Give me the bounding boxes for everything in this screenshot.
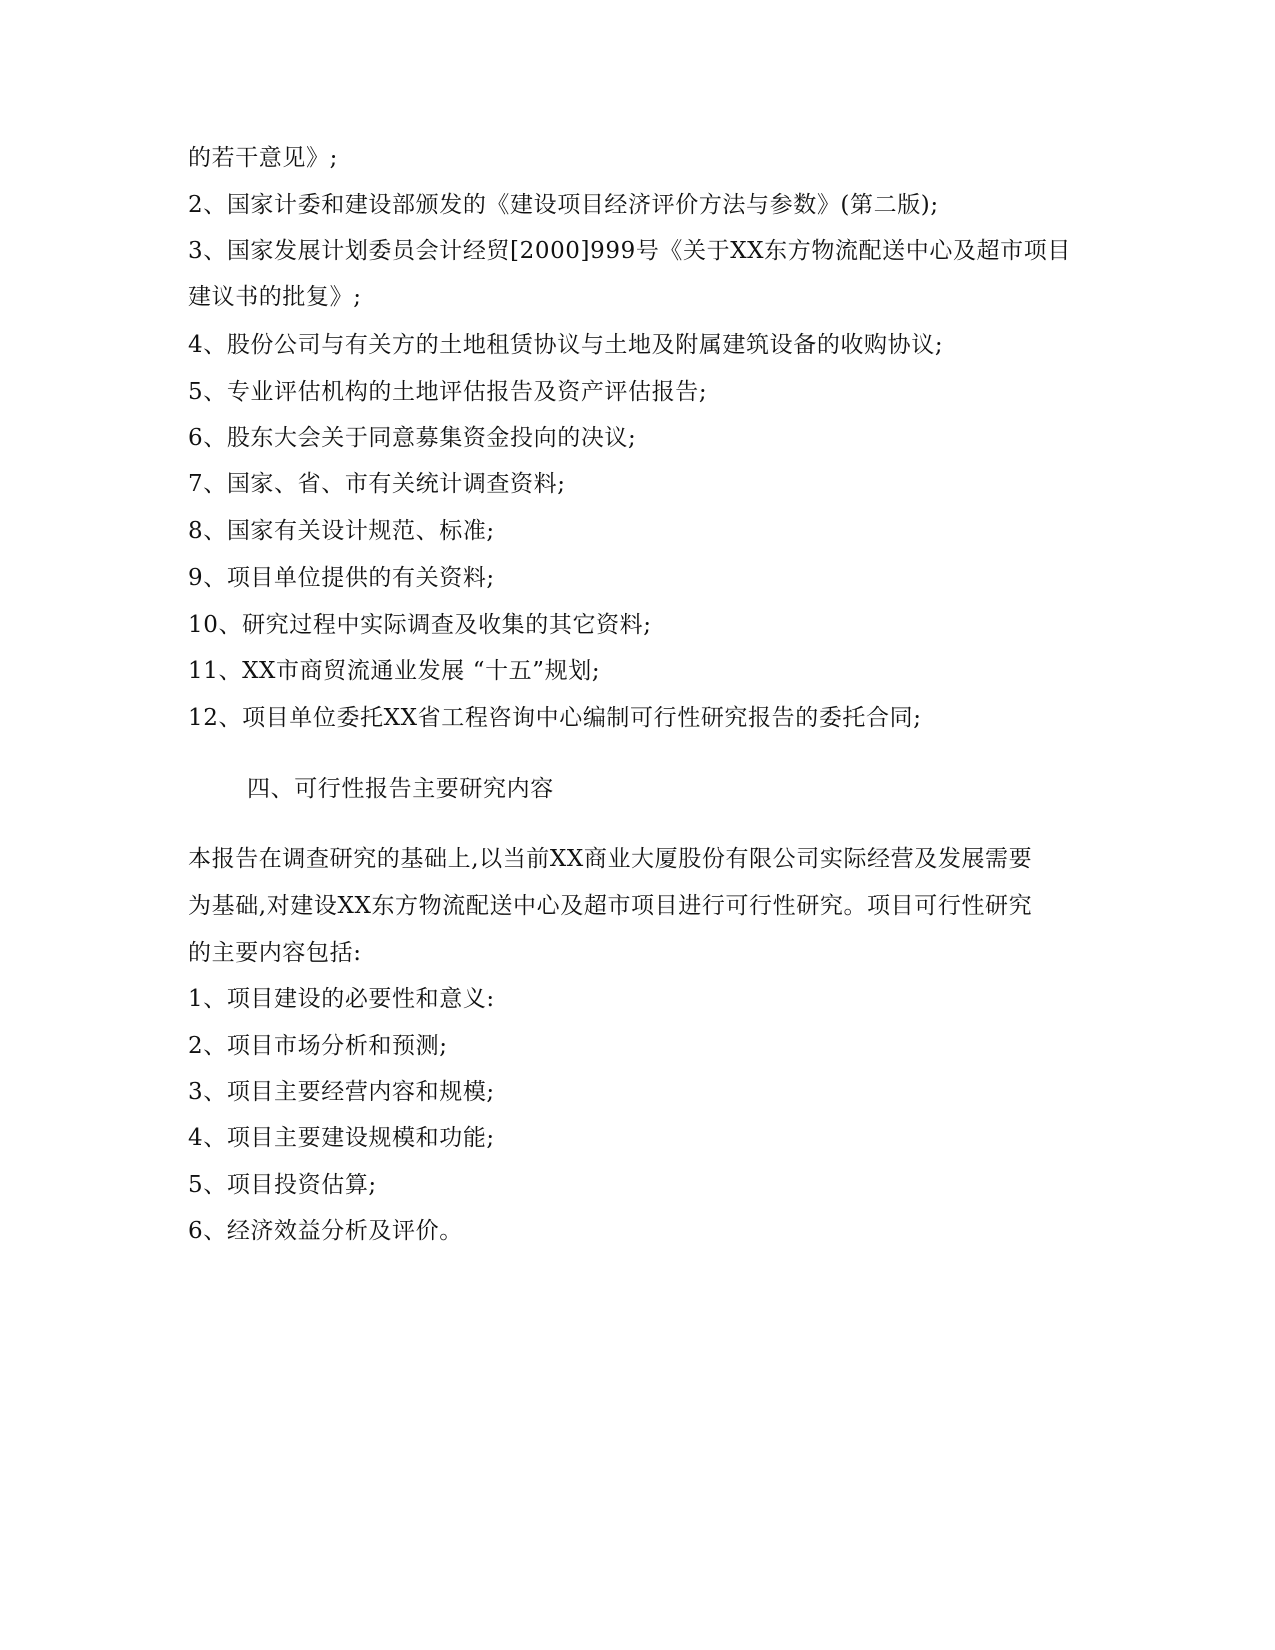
basis-item-9: 9、项目单位提供的有关资料; — [188, 565, 495, 591]
intro-line-2: 为基础,对建设XX东方物流配送中心及超市项目进行可行性研究。项目可行性研究 — [188, 893, 1033, 919]
basis-item-12: 12、项目单位委托XX省工程咨询中心编制可行性研究报告的委托合同; — [188, 705, 922, 731]
basis-item-11: 11、XX市商贸流通业发展 “十五”规划; — [188, 658, 601, 684]
basis-item-continuation: 的若干意见》; — [188, 145, 338, 171]
basis-item-10: 10、研究过程中实际调查及收集的其它资料; — [188, 612, 652, 638]
section-heading: 四、可行性报告主要研究内容 — [247, 776, 554, 802]
content-item-2: 2、项目市场分析和预测; — [188, 1033, 448, 1059]
content-item-3: 3、项目主要经营内容和规模; — [188, 1079, 495, 1105]
intro-line-1: 本报告在调查研究的基础上,以当前XX商业大厦股份有限公司实际经营及发展需要 — [188, 846, 1033, 872]
basis-item-2: 2、国家计委和建设部颁发的《建设项目经济评价方法与参数》(第二版); — [188, 192, 939, 218]
basis-item-5: 5、专业评估机构的土地评估报告及资产评估报告; — [188, 379, 708, 405]
basis-item-4: 4、股份公司与有关方的土地租赁协议与土地及附属建筑设备的收购协议; — [188, 332, 944, 358]
basis-item-3: 3、国家发展计划委员会计经贸[2000]999号《关于XX东方物流配送中心及超市项目 — [188, 238, 1071, 264]
content-item-6: 6、经济效益分析及评价。 — [188, 1218, 463, 1244]
content-item-5: 5、项目投资估算; — [188, 1172, 377, 1198]
content-item-1: 1、项目建设的必要性和意义: — [188, 986, 495, 1012]
basis-item-7: 7、国家、省、市有关统计调查资料; — [188, 471, 566, 497]
basis-item-8: 8、国家有关设计规范、标准; — [188, 518, 495, 544]
intro-line-3: 的主要内容包括: — [188, 940, 362, 966]
content-item-4: 4、项目主要建设规模和功能; — [188, 1125, 495, 1151]
basis-item-6: 6、股东大会关于同意募集资金投向的决议; — [188, 425, 637, 451]
basis-item-3-continuation: 建议书的批复》; — [188, 284, 362, 310]
